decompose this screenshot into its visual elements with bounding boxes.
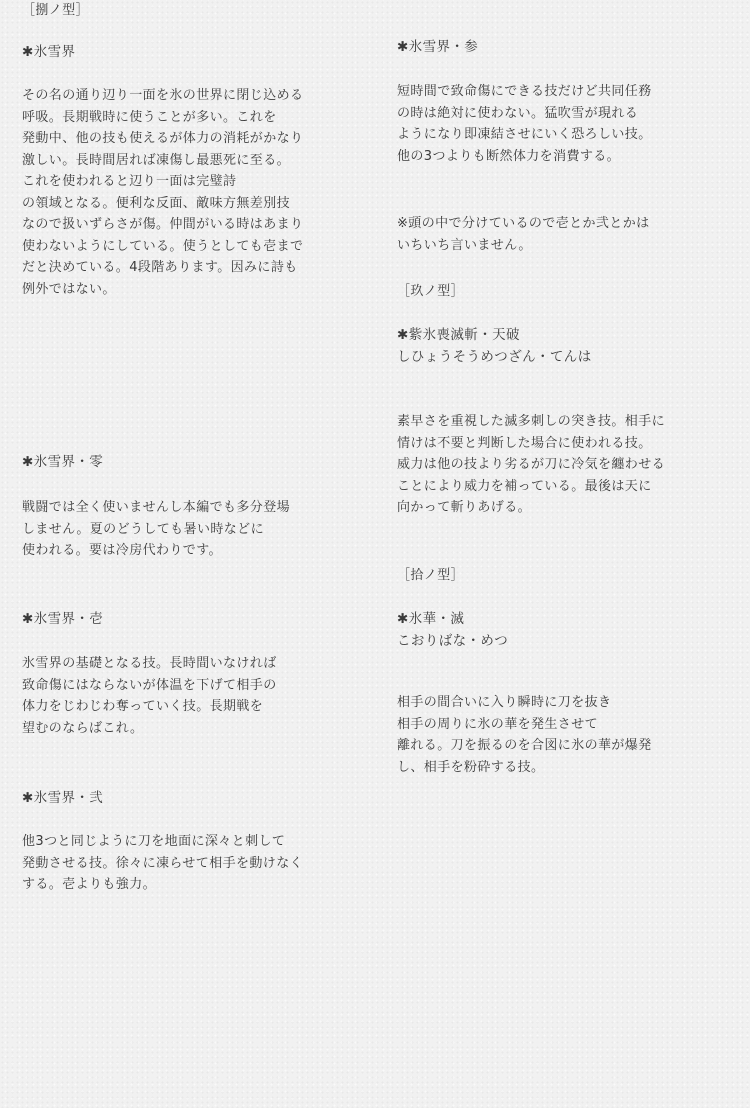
body-line: 発動中、他の技も使えるが体力の消耗がかなり bbox=[22, 131, 304, 146]
section-title-zero: ✱氷雪界・零 bbox=[22, 454, 104, 470]
body-line: 使われる。要は冷房代わりです。 bbox=[22, 543, 222, 558]
section-title-ni: ✱氷雪界・弐 bbox=[22, 790, 104, 806]
body-line: 体力をじわじわ奪っていく技。長期戦を bbox=[22, 699, 264, 714]
body-line: の時は絶対に使わない。猛吹雪が現れる bbox=[397, 105, 639, 121]
body-line: する。壱よりも強力。 bbox=[22, 877, 157, 892]
section-body-ni bbox=[22, 831, 322, 896]
body-line: これを使われると辺り一面は完璧詩 bbox=[22, 174, 237, 189]
section-body-hyousetsukai bbox=[22, 85, 322, 300]
section-body-ichi bbox=[22, 653, 322, 739]
body-line: 呼吸。長期戦時に使うことが多い。これを bbox=[22, 109, 277, 125]
note bbox=[397, 213, 697, 256]
type-label-9: ［玖ノ型］ bbox=[397, 284, 465, 299]
body-line: 他3つと同じように刀を地面に深々と刺して bbox=[22, 834, 286, 849]
body-line: 短時間で致命傷にできる技だけど共同任務 bbox=[397, 84, 652, 99]
body-line: 戦闘では全く使いませんし本編でも多分登場 bbox=[22, 500, 291, 515]
type-label-8: ［捌ノ型］ bbox=[22, 3, 90, 18]
body-line: 相手の間合いに入り瞬時に刀を抜き bbox=[397, 695, 612, 710]
section-body-hyouka bbox=[397, 692, 697, 778]
body-line: 情けは不要と判断した場合に使われる技。 bbox=[397, 435, 652, 451]
body-line: 他の3つよりも断然体力を消費する。 bbox=[397, 148, 621, 164]
body-line: 使わないようにしている。使うとしても壱まで bbox=[22, 238, 304, 254]
body-line: 氷雪界の基礎となる技。長時間いなければ bbox=[22, 656, 277, 671]
body-line: しません。夏のどうしても暑い時などに bbox=[22, 521, 264, 537]
body-line: 離れる。刀を振るのを合図に氷の華が爆発 bbox=[397, 738, 652, 753]
section-title-ichi: ✱氷雪界・壱 bbox=[22, 611, 104, 627]
body-line: だと決めている。4段階あります。因みに詩も bbox=[22, 260, 298, 275]
section-body-san bbox=[397, 81, 697, 167]
body-line: 威力は他の技より劣るが刀に冷気を纏わせる bbox=[397, 457, 666, 472]
body-line: 素早さを重視した滅多刺しの突き技。相手に bbox=[397, 414, 666, 429]
body-line: 向かって斬りあげる。 bbox=[397, 500, 532, 515]
section-title-hyousetsukai: ✱氷雪界 bbox=[22, 44, 76, 60]
reading: こおりばな・めつ bbox=[397, 632, 509, 649]
body-line: 相手の周りに氷の華を発生させて bbox=[397, 716, 599, 732]
body-line: の領域となる。便利な反面、敵味方無差別技 bbox=[22, 195, 291, 211]
body-line: 発動させる技。徐々に凍らせて相手を動けなく bbox=[22, 855, 304, 871]
body-line: ことにより威力を補っている。最後は天に bbox=[397, 478, 652, 494]
body-line: 激しい。長時間居れば凍傷し最悪死に至る。 bbox=[22, 152, 291, 168]
reading: しひょうそうめつざん・てんは bbox=[397, 348, 592, 365]
body-line: ようになり即凍結させにいく恐ろしい技。 bbox=[397, 127, 652, 142]
body-line: その名の通り辺り一面を氷の世界に閉じ込める bbox=[22, 88, 304, 103]
body-line: 致命傷にはならないが体温を下げて相手の bbox=[22, 677, 277, 693]
section-title-san: ✱氷雪界・参 bbox=[397, 39, 479, 55]
body-line: なので扱いずらさが傷。仲間がいる時はあまり bbox=[22, 217, 304, 232]
type-label-10: ［拾ノ型］ bbox=[397, 568, 465, 583]
note-line: ※頭の中で分けているので壱とか弐とかは bbox=[397, 216, 650, 231]
section-title-shihyou: ✱紫氷喪滅斬・天破 しひょうそうめつざん・てんは bbox=[397, 325, 697, 368]
body-line: 例外ではない。 bbox=[22, 281, 116, 297]
section-body-zero bbox=[22, 497, 322, 562]
section-title-hyouka: ✱氷華・滅 こおりばな・めつ bbox=[397, 609, 697, 652]
body-line: し、相手を粉砕する技。 bbox=[397, 759, 545, 775]
note-line: いちいち言いません。 bbox=[397, 237, 532, 253]
body-line: 望むのならばこれ。 bbox=[22, 720, 144, 736]
section-body-shihyou bbox=[397, 411, 697, 519]
